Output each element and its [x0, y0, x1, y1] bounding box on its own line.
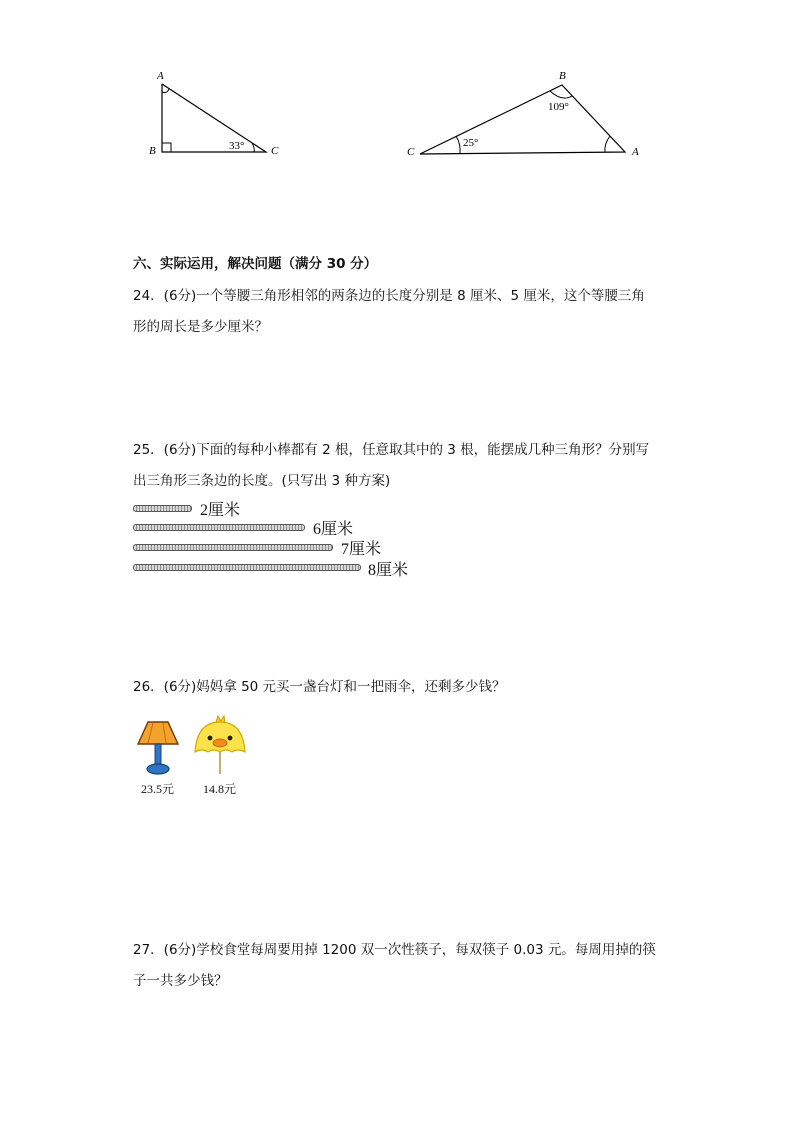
triangle-1-shape	[162, 84, 266, 152]
stick-7cm	[133, 544, 333, 551]
stick-6cm	[133, 524, 305, 531]
stick-8cm-label: 8厘米	[368, 562, 409, 579]
q24-line-1: 24．(6分)一个等腰三角形相邻的两条边的长度分别是 8 厘米、5 厘米，这个等腰三角	[133, 288, 645, 304]
q25-line-2: 出三角形三条边的长度。(只写出 3 种方案)	[133, 473, 391, 489]
triangle-2-shape	[420, 85, 625, 154]
angle-c-arc-2	[456, 136, 460, 154]
q26-line-1: 26．(6分)妈妈拿 50 元买一盏台灯和一把雨伞，还剩多少钱？	[133, 679, 506, 695]
right-angle-mark	[162, 143, 171, 152]
q24-line-2: 形的周长是多少厘米？	[133, 319, 268, 335]
table-lamp-image	[136, 718, 184, 778]
t2-angle-c: 25°	[463, 137, 479, 149]
t1-angle-c: 33°	[229, 140, 245, 152]
duck-umbrella-image	[192, 712, 248, 778]
t2-label-c: C	[407, 146, 415, 158]
stick-7cm-label: 7厘米	[341, 541, 382, 558]
t2-label-b: B	[559, 70, 566, 82]
q27-line-2: 子一共多少钱？	[133, 973, 228, 989]
question-25	[133, 435, 673, 497]
stick-8cm	[133, 564, 361, 571]
triangle-1-figure	[140, 64, 300, 164]
q27-line-1: 27．(6分)学校食堂每周要用掉 1200 双一次性筷子，每双筷子 0.03 元。每周用掉的筷	[133, 942, 656, 958]
angle-a-arc	[162, 89, 169, 93]
question-27	[133, 935, 673, 997]
question-24	[133, 281, 673, 343]
stick-6cm-label: 6厘米	[313, 521, 354, 538]
t1-label-c: C	[271, 145, 279, 157]
t1-label-a: A	[157, 70, 164, 82]
lamp-price: 23.5元	[141, 782, 175, 796]
section-title: 六、实际运用，解决问题（满分 30 分）	[133, 256, 378, 272]
angle-a-arc-2	[605, 136, 610, 152]
t2-angle-b: 109°	[548, 101, 569, 113]
triangle-2-figure	[400, 66, 650, 166]
t2-label-a: A	[632, 146, 639, 158]
stick-2cm	[133, 505, 192, 512]
t1-label-b: B	[149, 145, 156, 157]
stick-2cm-label: 2厘米	[200, 502, 241, 519]
umbrella-price: 14.8元	[203, 782, 237, 796]
q25-line-1: 25．(6分)下面的每种小棒都有 2 根，任意取其中的 3 根，能摆成几种三角形？分别写	[133, 442, 650, 458]
question-26	[133, 672, 673, 703]
